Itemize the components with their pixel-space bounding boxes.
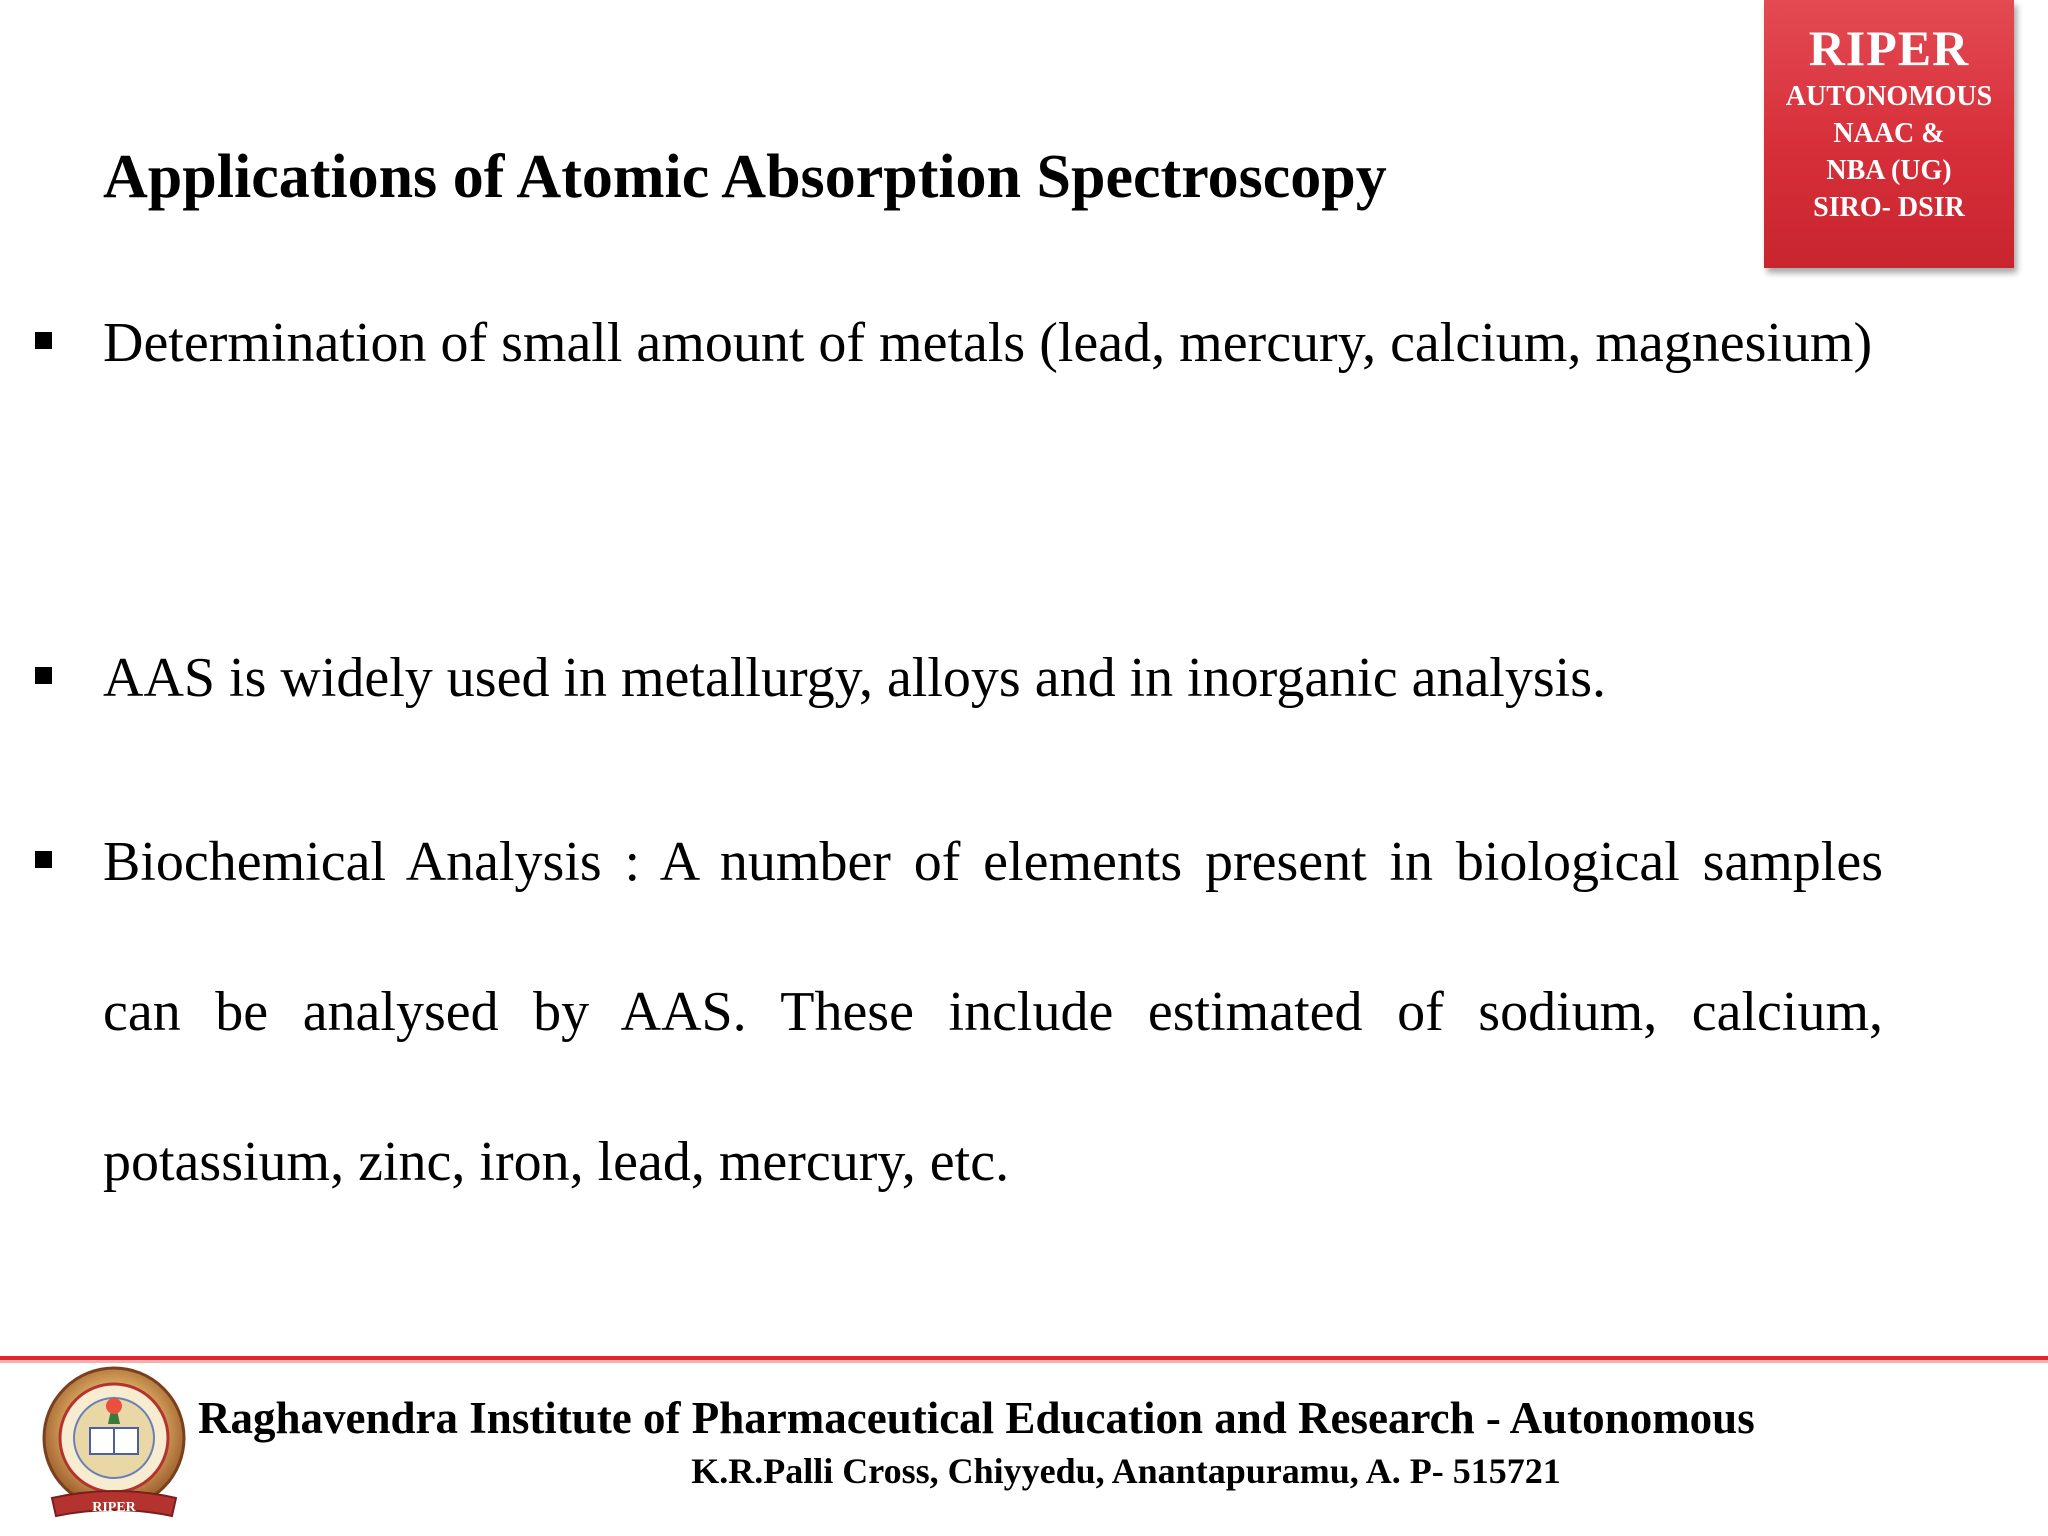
bullet-item — [103, 787, 1883, 1237]
square-bullet-icon — [35, 667, 52, 684]
badge-name: RIPER — [1808, 20, 1970, 76]
square-bullet-icon — [35, 332, 52, 349]
badge-line-siro: SIRO- DSIR — [1813, 192, 1965, 223]
institute-name: Raghavendra Institute of Pharmaceutical Education and Research - Autonomous — [198, 1393, 1755, 1443]
bullet-text: Biochemical Analysis : A number of elements present in biological samples can be analysed by AAS. These include estimated of sodium, calcium, potassium, zinc, iron, lead, mercury, etc. — [103, 831, 1883, 1193]
logo-text: RIPER — [92, 1500, 136, 1515]
slide-title: Applications of Atomic Absorption Spectroscopy — [103, 143, 1387, 211]
bullet-text: Determination of small amount of metals (lead, mercury, calcium, magnesium) — [103, 312, 1873, 374]
bullet-text: AAS is widely used in metallurgy, alloys and in inorganic analysis. — [103, 647, 1607, 709]
footer-divider-shadow — [0, 1360, 2048, 1363]
badge-line-nba: NBA (UG) — [1826, 155, 1952, 186]
badge-line-naac: NAAC & — [1833, 118, 1945, 149]
square-bullet-icon — [35, 851, 52, 868]
institute-address: K.R.Palli Cross, Chiyyedu, Anantapuramu, A. P- 515721 — [691, 1451, 1561, 1491]
riper-badge — [1764, 0, 2014, 268]
badge-line-autonomous: AUTONOMOUS — [1785, 81, 1993, 112]
bullet-item — [103, 603, 1883, 753]
bullet-item — [103, 268, 1883, 418]
